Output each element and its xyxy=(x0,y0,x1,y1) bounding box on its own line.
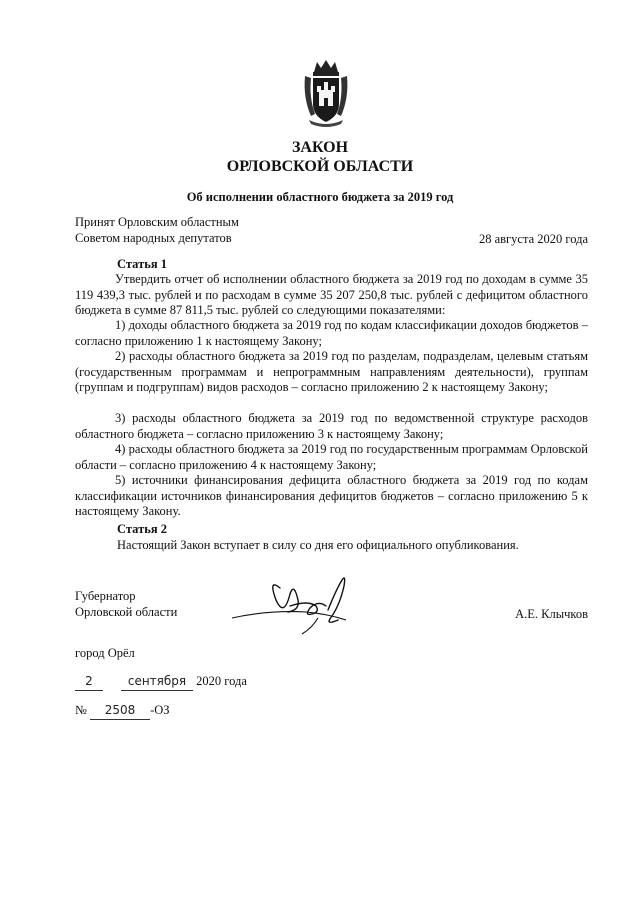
signing-year: 2020 года xyxy=(196,674,247,688)
article1-item-4 xyxy=(75,442,588,473)
law-number-value: 2508 xyxy=(90,703,150,720)
article1-intro xyxy=(75,272,588,319)
article1-item-4-text: 4) расходы областного бюджета за 2019 год по государственным программам Орловской области – согласно приложению 4 к настоящему Закону; xyxy=(75,442,588,472)
coat-of-arms-emblem xyxy=(301,58,351,128)
handwritten-signature xyxy=(228,570,358,640)
adoption-line2: Советом народных депутатов xyxy=(75,231,232,245)
article1-heading: Статья 1 xyxy=(117,257,167,271)
city: город Орёл xyxy=(75,646,135,660)
article2-heading: Статья 2 xyxy=(117,522,167,536)
law-number-prefix: № xyxy=(75,703,87,717)
article1-intro-text: Утвердить отчет об исполнении областного бюджета за 2019 год по доходам в сумме 35 119 439,3 тыс. рублей и по расходам в сумме 35 207 250,8 тыс. рублей с дефицитом областного бюджета в сумме 87 811,5 тыс. рублей со следующими показателями: xyxy=(75,272,588,317)
article1-item-5-text: 5) источники финансирования дефицита областного бюджета за 2019 год по кодам классификации источников финансирования дефицитов бюджетов – согласно приложению 5 к настоящему Закону. xyxy=(75,473,588,518)
article1-item-3 xyxy=(75,411,588,442)
article1-item-2-text: 2) расходы областного бюджета за 2019 год по разделам, подразделам, целевым статьям (государственным программам и непрограммным направлениям деятельности), группам (группам и подгруппам) видов расходов – согласно приложению 2 к настоящему Закону; xyxy=(75,349,588,394)
governor-title-line2: Орловской области xyxy=(75,605,178,619)
article1-item-5 xyxy=(75,473,588,520)
document-title-line1: ЗАКОН xyxy=(291,139,349,156)
governor-title-line1: Губернатор xyxy=(75,589,136,603)
article1-item-1-text: 1) доходы областного бюджета за 2019 год по кодам классификации доходов бюджетов – согласно приложению 1 к настоящему Закону; xyxy=(75,318,588,348)
law-number xyxy=(75,703,170,720)
document-subtitle: Об исполнении областного бюджета за 2019 год xyxy=(186,190,454,204)
signing-day: 2 xyxy=(75,674,103,691)
article1-item-2 xyxy=(75,349,588,396)
signing-date xyxy=(75,674,247,691)
article1-item-3-text: 3) расходы областного бюджета за 2019 год по ведомственной структуре расходов областного бюджета – согласно приложению 3 к настоящему Закону; xyxy=(75,411,588,441)
governor-name: А.Е. Клычков xyxy=(515,607,588,621)
article1-item-1 xyxy=(75,318,588,349)
law-number-suffix: -ОЗ xyxy=(150,703,170,717)
signing-month: сентября xyxy=(121,674,193,691)
adoption-line1: Принят Орловским областным xyxy=(75,215,239,229)
article2-text: Настоящий Закон вступает в силу со дня его официального опубликования. xyxy=(117,538,519,552)
adoption-date: 28 августа 2020 года xyxy=(478,232,588,246)
document-title-line2: ОРЛОВСКОЙ ОБЛАСТИ xyxy=(226,158,414,175)
